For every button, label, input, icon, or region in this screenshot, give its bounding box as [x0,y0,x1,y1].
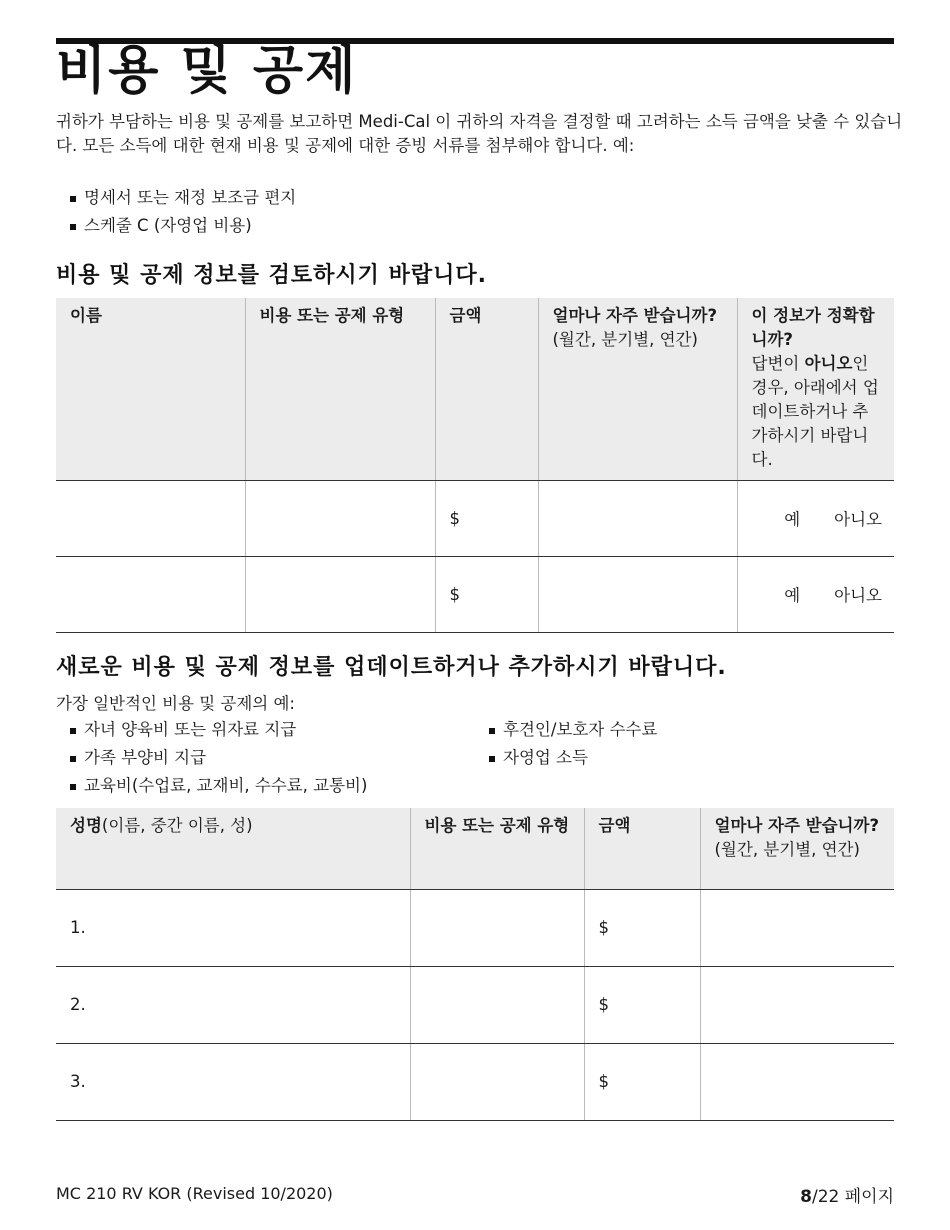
header-frequency: 얼마나 자주 받습니까? (월간, 분기별, 연간) [538,298,737,480]
amount-field[interactable]: $ [435,556,538,632]
review-heading: 비용 및 공제 정보를 검토하시기 바랍니다. [56,263,487,288]
name-field[interactable] [56,480,245,556]
header-frequency: 얼마나 자주 받습니까? (월간, 분기별, 연간) [700,808,894,889]
page-number: 8/22 페이지 [800,1187,894,1207]
amount-field[interactable]: $ [584,1043,700,1120]
examples-list-right [489,716,657,772]
header-name: 이름 [56,298,245,480]
header-amount: 금액 [435,298,538,480]
header-amount: 금액 [584,808,700,889]
examples-list-left [70,716,367,800]
list-item: 자녀 양육비 또는 위자료 지급 [70,716,367,744]
correct-choice [737,480,894,556]
no-option[interactable]: 아니오 [834,586,882,605]
header-full-name: 성명(이름, 중간 이름, 성) [56,808,410,889]
list-item: 후견인/보호자 수수료 [489,716,657,744]
intro-paragraph: 귀하가 부담하는 비용 및 공제를 보고하면 Medi-Cal 이 귀하의 자격을 결정할 때 고려하는 소득 금액을 낮출 수 있습니다. 모든 소득에 대한 현재 비용 및 공제에 대한 증빙 서류를 첨부해야 합니다. 예: [56,112,903,155]
update-table [56,808,894,1121]
table-row [56,556,894,632]
list-item: 명세서 또는 재정 보조금 편지 [70,184,296,212]
table-row [56,889,894,966]
frequency-field[interactable] [538,556,737,632]
list-item: 스케줄 C (자영업 비용) [70,212,296,240]
frequency-field[interactable] [700,1043,894,1120]
type-field[interactable] [410,1043,584,1120]
name-field[interactable] [56,556,245,632]
form-id: MC 210 RV KOR (Revised 10/2020) [56,1184,333,1203]
proof-examples-list [70,184,296,240]
examples-intro: 가장 일반적인 비용 및 공제의 예: [56,694,295,713]
update-heading: 새로운 비용 및 공제 정보를 업데이트하거나 추가하시기 바랍니다. [56,655,727,680]
header-type: 비용 또는 공제 유형 [245,298,435,480]
amount-field[interactable]: $ [584,889,700,966]
type-field[interactable] [410,966,584,1043]
full-name-field[interactable]: 2. [56,966,410,1043]
no-option[interactable]: 아니오 [834,510,882,529]
header-type: 비용 또는 공제 유형 [410,808,584,889]
table-row [56,966,894,1043]
page-title: 비용 및 공제 [56,41,358,101]
list-item: 자영업 소득 [489,744,657,772]
yes-option[interactable]: 예 [784,510,801,529]
frequency-field[interactable] [700,889,894,966]
type-field[interactable] [245,556,435,632]
review-table [56,298,894,633]
yes-option[interactable]: 예 [784,586,801,605]
list-item: 교육비(수업료, 교재비, 수수료, 교통비) [70,772,367,800]
type-field[interactable] [410,889,584,966]
full-name-field[interactable]: 1. [56,889,410,966]
correct-choice [737,556,894,632]
full-name-field[interactable]: 3. [56,1043,410,1120]
table-row [56,1043,894,1120]
amount-field[interactable]: $ [435,480,538,556]
table-row [56,480,894,556]
frequency-field[interactable] [700,966,894,1043]
type-field[interactable] [245,480,435,556]
list-item: 가족 부양비 지급 [70,744,367,772]
header-correct: 이 정보가 정확합니까? 답변이 아니오인 경우, 아래에서 업데이트하거나 추가하시기 바랍니다. [737,298,894,480]
frequency-field[interactable] [538,480,737,556]
amount-field[interactable]: $ [584,966,700,1043]
